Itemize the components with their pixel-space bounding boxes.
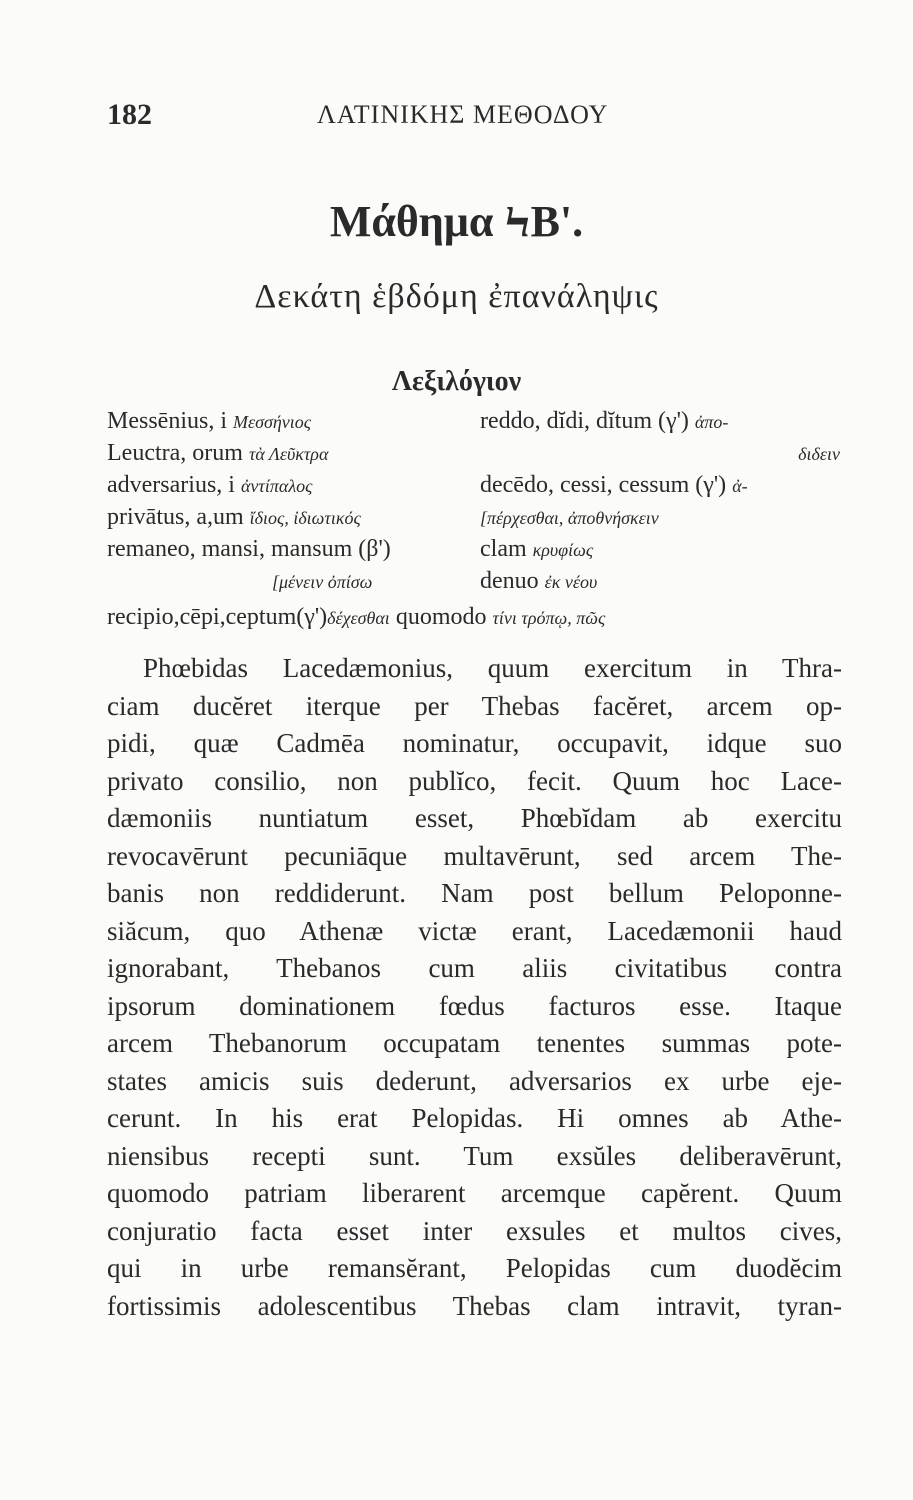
vocab-final-line (107, 604, 605, 631)
vocab-greek: τίνι τρόπῳ, πῶς (492, 608, 606, 628)
running-title: ΛΑΤΙΝΙΚΗΣ ΜΕΘΟΔΟΥ (317, 100, 609, 129)
vocab-entry (480, 565, 840, 597)
vocab-entry-continuation (480, 501, 840, 533)
vocab-greek: κρυφίως (532, 540, 594, 560)
vocab-latin: denuo (480, 568, 539, 594)
vocab-latin: Messēnius, i (107, 408, 227, 434)
vocabulary-left-column (107, 405, 391, 597)
lesson-text (107, 650, 842, 1325)
page-number: 182 (107, 98, 152, 131)
vocab-latin: decēdo, cessi, cessum (γ') (480, 472, 727, 498)
text-line: ipsorum dominationem fœdus facturos esse. Itaque (107, 990, 842, 1021)
vocabulary-right-column (480, 405, 840, 597)
vocab-entry (107, 437, 391, 469)
vocabulary-heading: Λεξιλόγιον (391, 366, 522, 397)
text-line: fortissimis adolescentibus Thebas clam intravit, tyran- (107, 1290, 842, 1321)
vocab-entry (480, 533, 840, 565)
vocab-greek: διδειν (798, 444, 840, 464)
text-line: ciam ducĕret iterque per Thebas facĕret, arcem op- (107, 690, 842, 721)
text-line: revocavērunt pecuniāque multavērunt, sed arcem The- (107, 840, 842, 871)
text-line: pidi, quæ Cadmēa nominatur, occupavit, idque suo (107, 728, 842, 758)
vocab-entry-continuation (480, 437, 840, 469)
text-line: ignorabant, Thebanos cum aliis civitatibus contra (107, 953, 842, 983)
vocab-latin: clam (480, 536, 527, 562)
text-line: siăcum, quo Athenæ victæ erant, Lacedæmonii haud (107, 915, 842, 946)
text-line: quomodo patriam liberarent arcemque capĕrent. Quum (107, 1178, 842, 1208)
text-line: states amicis suis dederunt, adversarios ex urbe eje- (107, 1065, 842, 1096)
vocab-entry (107, 501, 391, 533)
vocab-greek: ἀ- (732, 476, 748, 496)
vocab-entry (107, 469, 391, 501)
vocab-greek: ἀπο- (694, 412, 729, 432)
page-header (107, 98, 842, 138)
lesson-title: Μάθημα ϞΒ'. (329, 197, 584, 246)
vocab-latin: reddo, dĭdi, dĭtum (γ') (480, 408, 689, 434)
text-line: niensibus recepti sunt. Tum exsŭles deliberavērunt, (107, 1140, 842, 1171)
vocab-greek: [πέρχεσθαι, ἀποθνήσκειν (480, 508, 659, 528)
vocab-greek: δέχεσθαι (327, 608, 390, 628)
vocab-latin: remaneo, mansi, mansum (β') (107, 536, 391, 562)
vocab-greek: Μεσσήνιος (233, 412, 312, 432)
text-line: privato consilio, non publĭco, fecit. Quum hoc Lace- (107, 765, 842, 796)
vocab-greek: [μένειν ὀπίσω (272, 572, 373, 592)
vocab-latin: recipio,cēpi,ceptum(γ') (107, 604, 328, 630)
vocab-latin: Leuctra, orum (107, 440, 243, 466)
lesson-subtitle: Δεκάτη ἑβδόμη ἐπανάληψις (254, 278, 659, 315)
vocab-entry (107, 405, 391, 437)
text-line: qui in urbe remansĕrant, Pelopidas cum duodĕcim (107, 1253, 842, 1283)
vocab-greek: ἴδιος, ἰδιωτικός (249, 508, 361, 528)
text-line: dæmoniis nuntiatum esset, Phœbĭdam ab exercitu (107, 803, 842, 833)
vocab-latin: adversarius, i (107, 472, 235, 498)
text-line: Phœbidas Lacedæmonius, quum exercitum in Thra- (143, 653, 842, 683)
vocab-entry (480, 469, 840, 501)
text-line: conjuratio facta esset inter exsules et multos cives, (107, 1215, 842, 1246)
vocab-greek: ἐκ νέου (544, 572, 598, 592)
vocab-entry (107, 533, 391, 565)
vocab-greek: ἀντίπαλος (240, 476, 313, 496)
text-line: arcem Thebanorum occupatam tenentes summas pote- (107, 1028, 842, 1058)
vocab-entry (480, 405, 840, 437)
vocab-latin: quomodo (395, 604, 487, 630)
vocab-greek: τὰ Λεῦκτρα (248, 444, 329, 464)
vocab-entry-continuation (107, 565, 391, 597)
text-line: cerunt. In his erat Pelopidas. Hi omnes ab Athe- (107, 1103, 842, 1133)
text-line: banis non reddiderunt. Nam post bellum Peloponne- (107, 878, 842, 908)
vocab-latin: privātus, a,um (107, 504, 244, 530)
